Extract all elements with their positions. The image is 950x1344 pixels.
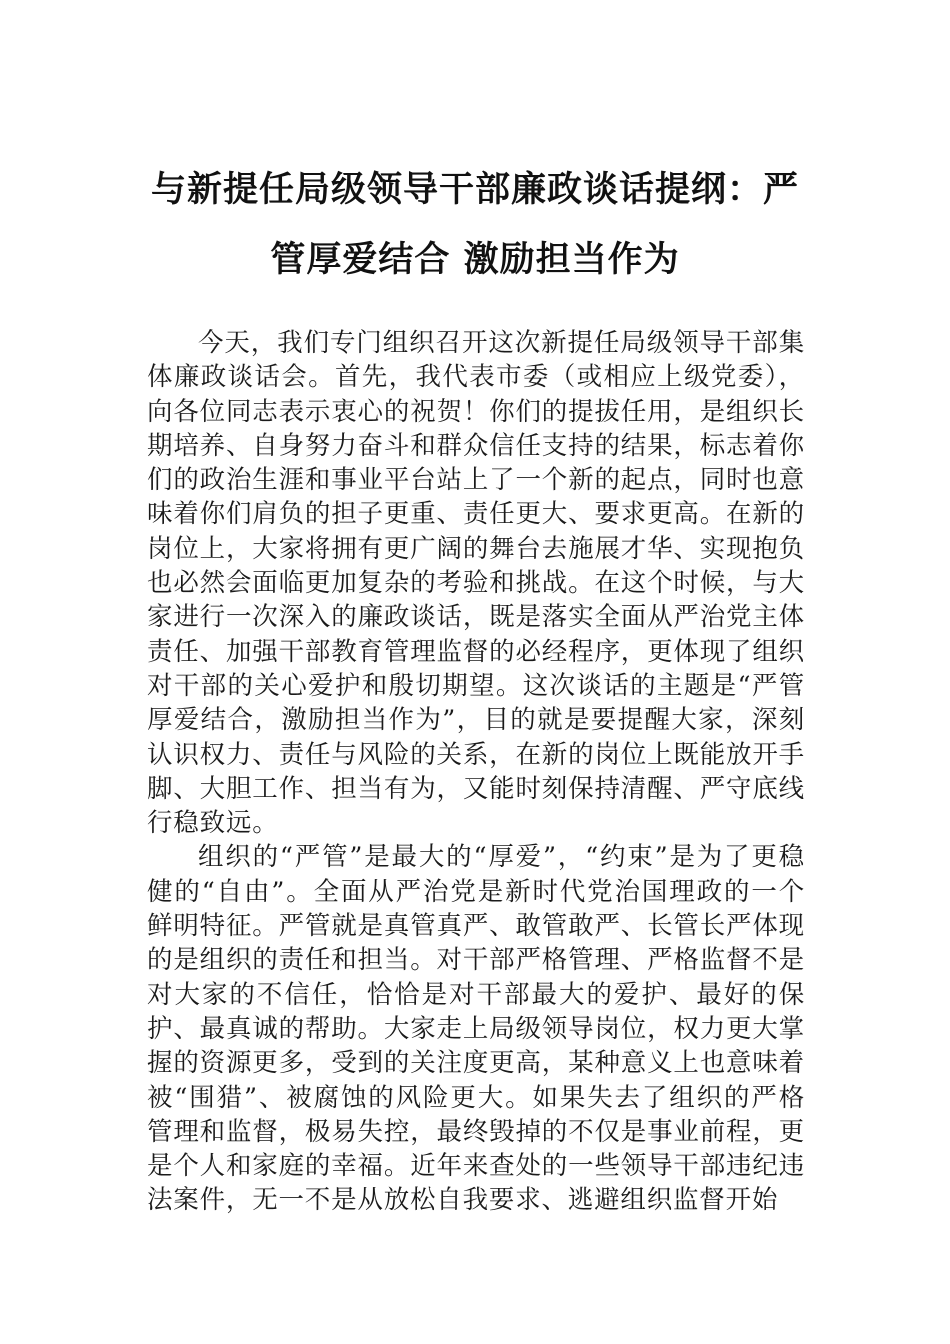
paragraph: 今天，我们专门组织召开这次新提任局级领导干部集体廉政谈话会。首先，我代表市委（或相应上级党委），向各位同志表示衷心的祝贺！你们的提拔任用，是组织长期培养、自身努力奋斗和群众信任支持的结果，标志着你们的政治生涯和事业平台站上了一个新的起点，同时也意味着你们肩负的担子更重、责任更大、要求更高。在新的岗位上，大家将拥有更广阔的舞台去施展才华、实现抱负也必然会面临更加复杂的考验和挑战。在这个时候，与大家进行一次深入的廉政谈话，既是落实全面从严治党主体责任、加强干部教育管理监督的必经程序，更体现了组织对干部的关心爱护和殷切期望。这次谈话的主题是“严管厚爱结合，激励担当作为”，目的就是要提醒大家，深刻认识权力、责任与风险的关系，在新的岗位上既能放开手脚、大胆工作、担当有为，又能时刻保持清醒、严守底线行稳致远。 — [147, 328, 805, 839]
document-title — [140, 155, 810, 295]
paragraph: 组织的“严管”是最大的“厚爱”，“约束”是为了更稳健的“自由”。全面从严治党是新时代党治国理政的一个鲜明特征。严管就是真管真严、敢管敢严、长管长严体现的是组织的责任和担当。对干部严格管理、严格监督不是对大家的不信任，恰恰是对干部最大的爱护、最好的保护、最真诚的帮助。大家走上局级领导岗位，权力更大掌握的资源更多，受到的关注度更高，某种意义上也意味着被“围猎”、被腐蚀的风险更大。如果失去了组织的严格管理和监督，极易失控，最终毁掉的不仅是事业前程，更是个人和家庭的幸福。近年来查处的一些领导干部违纪违法案件，无一不是从放松自我要求、逃避组织监督开始 — [147, 842, 805, 1216]
title-line-2: 管厚爱结合 激励担当作为 — [270, 239, 680, 280]
title-line-1: 与新提任局级领导干部廉政谈话提纲：严 — [150, 169, 799, 210]
document-body — [147, 326, 805, 1218]
